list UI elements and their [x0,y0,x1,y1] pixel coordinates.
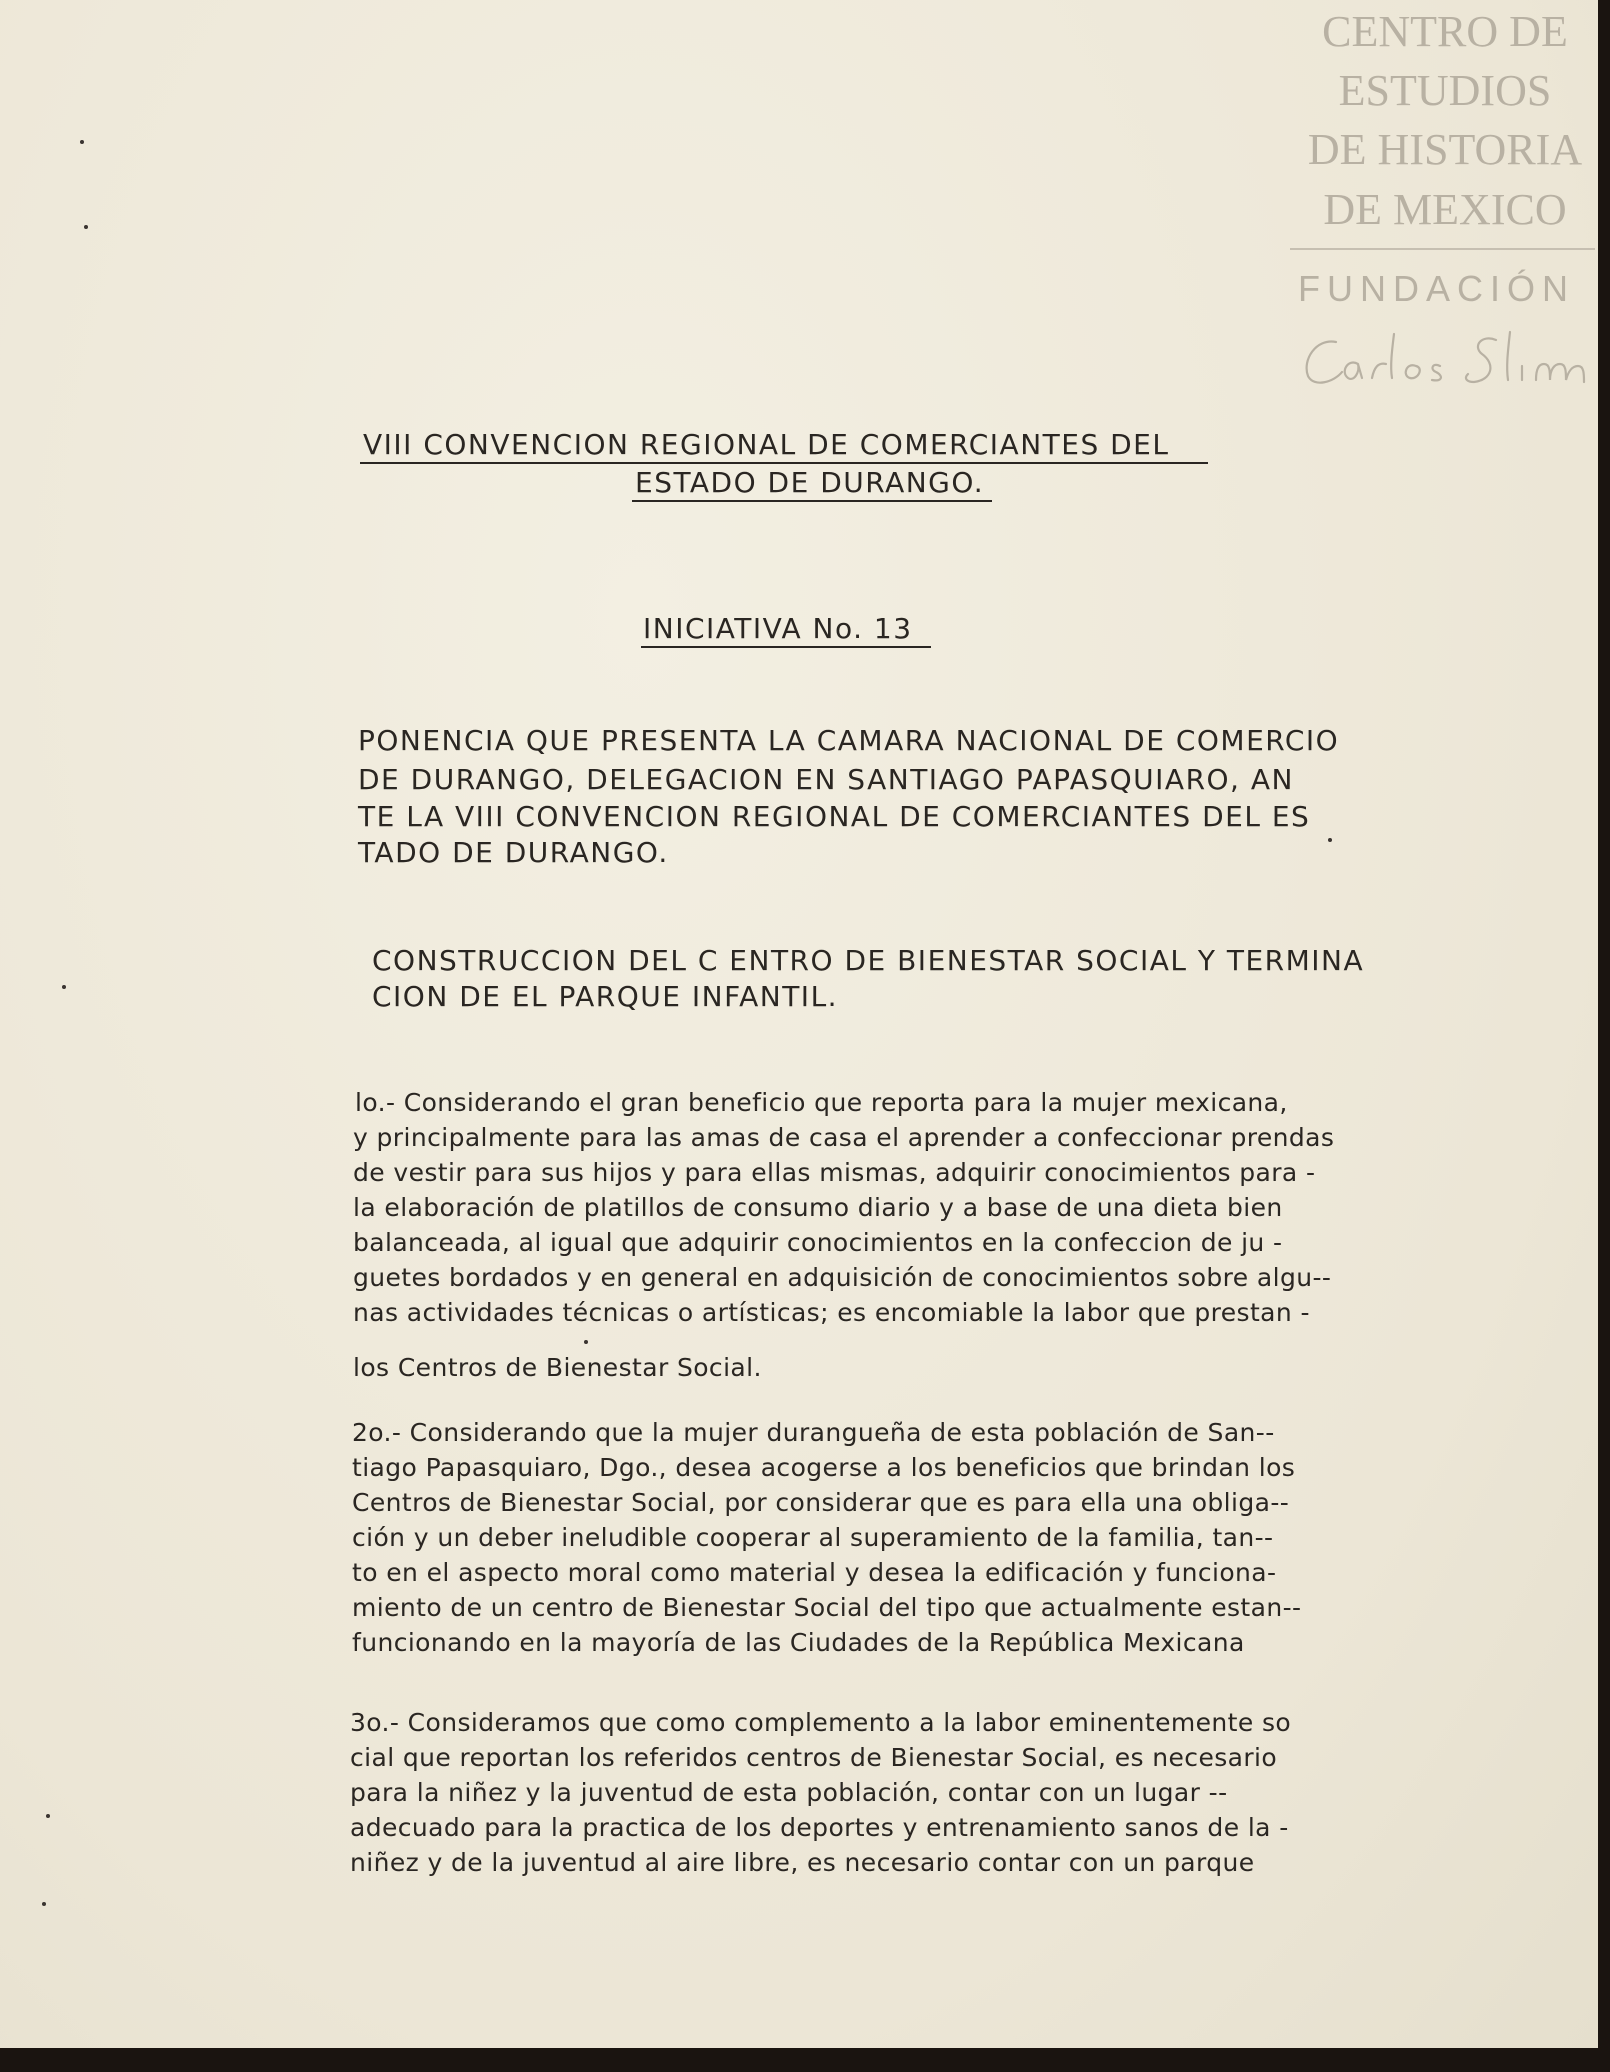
paragraph-line: balanceada, al igual que adquirir conocimientos en la confeccion de ju - [353,1228,1283,1257]
convention-title-line-1: VIII CONVENCION REGIONAL DE COMERCIANTES DEL [363,428,1170,461]
title-underline-2 [632,500,992,502]
title-underline-1 [360,462,1208,464]
paragraph-line: cial que reportan los referidos centros de Bienestar Social, es necesario [350,1743,1278,1772]
paragraph-line: miento de un centro de Bienestar Social del tipo que actualmente estan-- [352,1593,1302,1622]
paragraph-line: adecuado para la practica de los deportes y entrenamiento sanos de la - [350,1813,1289,1842]
paragraph-line: guetes bordados y en general en adquisición de conocimientos sobre algu-- [353,1263,1332,1292]
paragraph-line: de vestir para sus hijos y para ellas mismas, adquirir conocimientos para - [353,1158,1316,1187]
scan-speck [80,140,84,144]
paragraph-line: to en el aspecto moral como material y desea la edificación y funciona- [352,1558,1277,1587]
watermark-line: ESTUDIOS [1338,66,1552,115]
scan-speck [584,1340,588,1344]
paragraph-line: la elaboración de platillos de consumo diario y a base de una dieta bien [353,1193,1283,1222]
paragraph-line: los Centros de Bienestar Social. [353,1353,762,1382]
scan-speck [84,225,88,229]
watermark-divider [1290,248,1595,250]
ponencia-line: TE LA VIII CONVENCION REGIONAL DE COMERCIANTES DEL ES [358,800,1311,833]
paragraph-line: nas actividades técnicas o artísticas; es encomiable la labor que prestan - [353,1298,1310,1327]
subject-line: CONSTRUCCION DEL C ENTRO DE BIENESTAR SOCIAL Y TERMINA [372,944,1365,977]
ponencia-line: TADO DE DURANGO. [358,836,669,869]
paragraph-line: funcionando en la mayoría de las Ciudades de la República Mexicana [352,1628,1245,1657]
scan-border-bottom [0,2048,1610,2072]
watermark-line: DE HISTORIA [1307,125,1583,174]
paragraph-line: para la niñez y la juventud de esta población, contar con un lugar -- [350,1778,1228,1807]
watermark-foundation: FUNDACIÓN [1298,268,1575,309]
scan-speck [42,1902,46,1906]
ponencia-line: PONENCIA QUE PRESENTA LA CAMARA NACIONAL DE COMERCIO [358,724,1340,757]
paragraph-line: Centros de Bienestar Social, por considerar que es para ella una obliga-- [352,1488,1290,1517]
paragraph-line: tiago Papasquiaro, Dgo., desea acogerse a los beneficios que brindan los [352,1453,1296,1482]
paragraph-line: niñez y de la juventud al aire libre, es necesario contar con un parque [350,1848,1255,1877]
scan-border-right [1598,0,1610,2072]
paragraph-line: y principalmente para las amas de casa el aprender a confeccionar prendas [353,1123,1335,1152]
watermark-line: CENTRO DE [1322,7,1568,56]
scan-speck [46,1814,50,1818]
watermark-line: DE MEXICO [1323,185,1567,234]
ponencia-line: DE DURANGO, DELEGACION EN SANTIAGO PAPASQUIARO, AN [358,763,1294,796]
paragraph-line: lo.- Considerando el gran beneficio que reporta para la mujer mexicana, [355,1088,1288,1117]
initiative-underline [641,646,931,648]
scan-speck [62,985,66,989]
paragraph-line: 2o.- Considerando que la mujer durangueña de esta población de San-- [352,1418,1275,1447]
signature-logo-icon [1296,320,1606,400]
scan-speck [1328,838,1332,842]
subject-line: CION DE EL PARQUE INFANTIL. [372,980,839,1013]
paragraph-line: ción y un deber ineludible cooperar al superamiento de la familia, tan-- [352,1523,1274,1552]
initiative-number: INICIATIVA No. 13 [643,612,913,645]
paragraph-line: 3o.- Consideramos que como complemento a la labor eminentemente so [350,1708,1292,1737]
convention-title-line-2: ESTADO DE DURANGO. [635,466,985,499]
